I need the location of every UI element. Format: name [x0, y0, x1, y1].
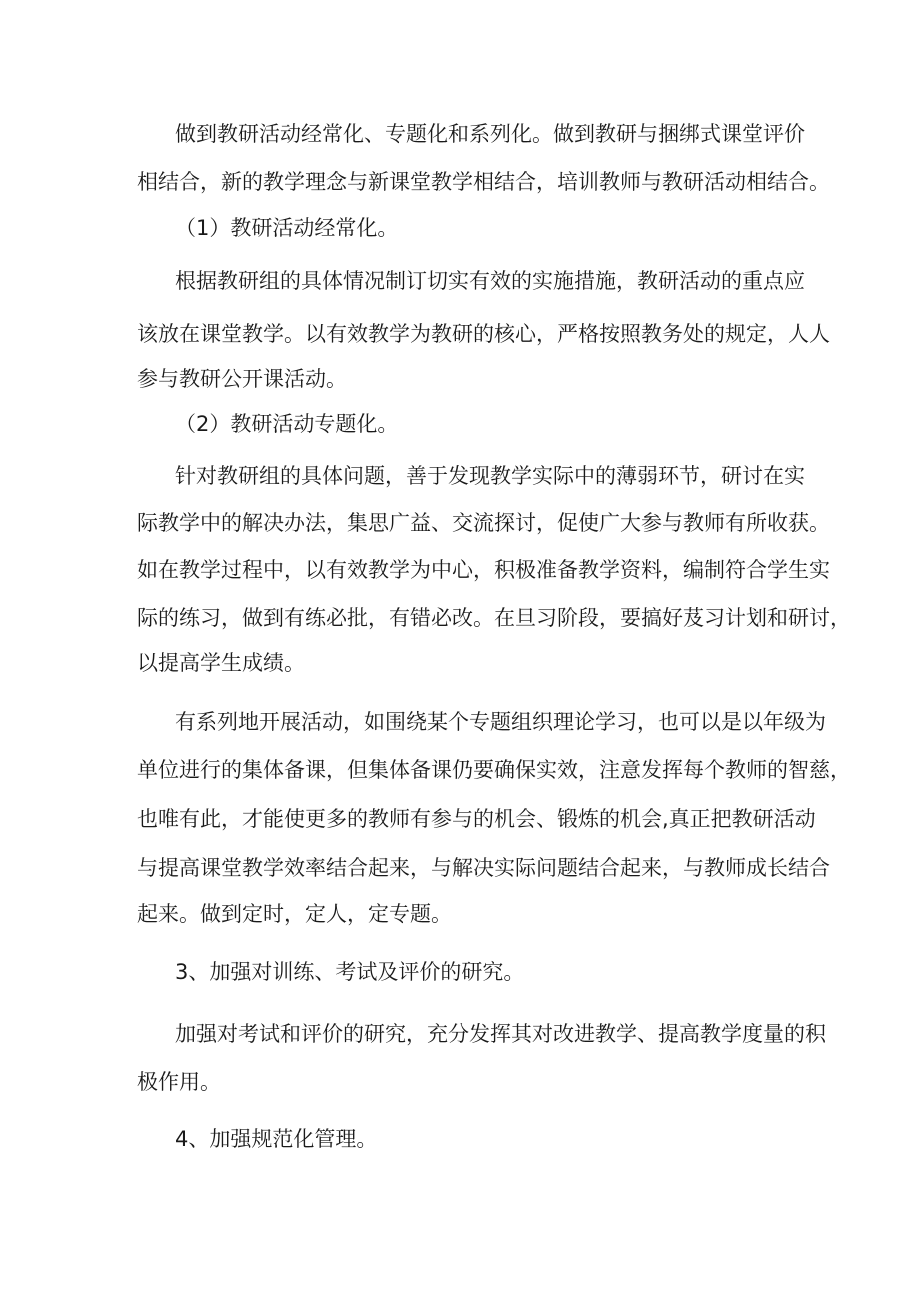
paragraph-line: 如在教学过程中，以有效教学为中心，积极准备教学资料，编制符合学生实	[137, 558, 830, 582]
paragraph-line: 际的练习，做到有练必批，有错必改。在旦习阶段，要搞好芨习计划和研讨，	[137, 606, 851, 630]
paragraph-line: 极作用。	[137, 1070, 221, 1094]
paragraph-line: 加强对考试和评价的研究，充分发挥其对改进教学、提高教学度量的积	[175, 1022, 826, 1046]
section-heading: 4、加强规范化管理。	[175, 1127, 378, 1151]
section-heading: （2）教研活动专题化。	[175, 412, 399, 436]
paragraph-line: 该放在课堂教学。以有效教学为教研的核心，严格按照教务处的规定，人人	[137, 322, 830, 346]
paragraph-line: 做到教研活动经常化、专题化和系列化。做到教研与捆绑式课堂评价	[175, 122, 805, 146]
paragraph-line: 根据教研组的具体情况制订切实有效的实施措施，教研活动的重点应	[175, 269, 805, 293]
paragraph-line: 有系列地开展活动，如围绕某个专题组织理论学习，也可以是以年级为	[175, 710, 826, 734]
section-heading: （1）教研活动经常化。	[175, 216, 399, 240]
paragraph-line: 以提高学生成绩。	[137, 651, 305, 675]
section-heading: 3、加强对训练、考试及评价的研究。	[175, 960, 525, 984]
paragraph-line: 相结合，新的教学理念与新课堂教学相结合，培训教师与教研活动相结合。	[137, 170, 830, 194]
paragraph-line: 单位进行的集体备课，但集体备课仍要确保实效，注意发挥每个教师的智慈，	[137, 758, 851, 782]
paragraph-line: 际教学中的解决办法，集思广益、交流探讨，促使广大参与教师有所收获。	[137, 511, 830, 535]
paragraph-line: 也唯有此，才能使更多的教师有参与的机会、锻炼的机会,真正把教研活动	[137, 807, 816, 831]
paragraph-line: 针对教研组的具体问题，善于发现教学实际中的薄弱环节，研讨在实	[175, 464, 805, 488]
paragraph-line: 参与教研公开课活动。	[137, 367, 347, 391]
paragraph-line: 起来。做到定时，定人，定专题。	[137, 902, 452, 926]
paragraph-line: 与提高课堂教学效率结合起来，与解决实际问题结合起来，与教师成长结合	[137, 856, 830, 880]
